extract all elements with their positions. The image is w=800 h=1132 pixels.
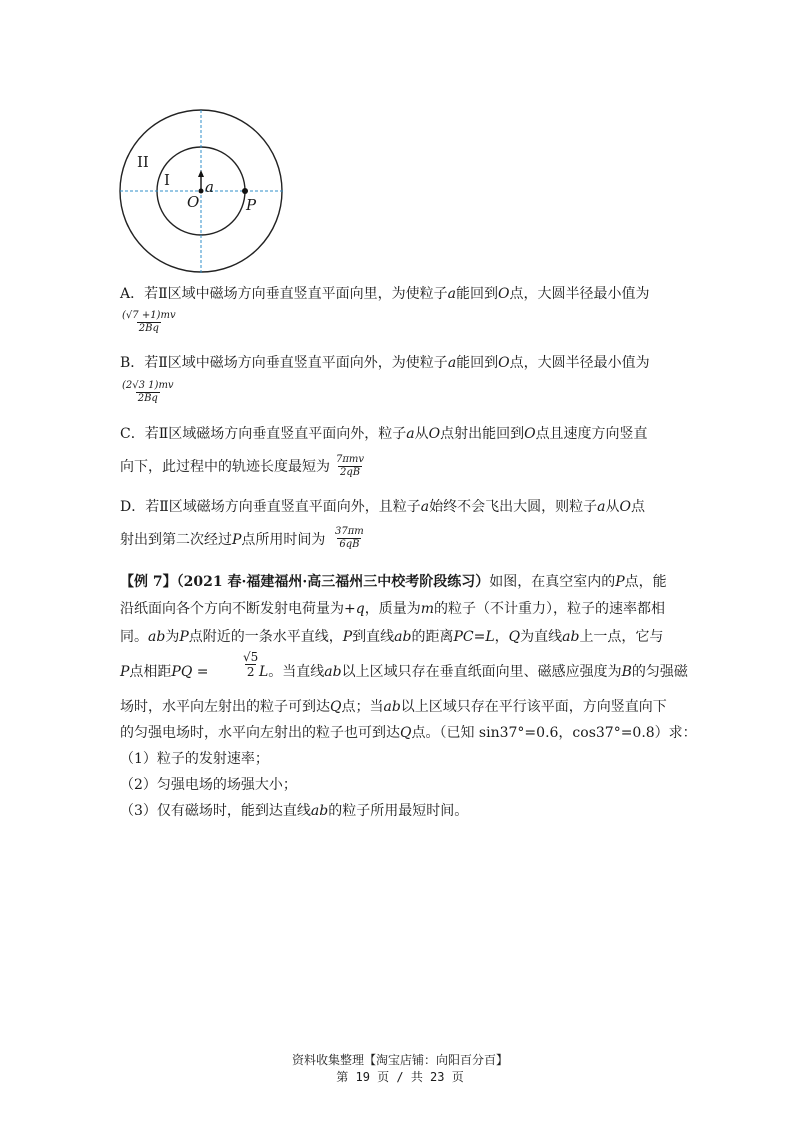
- option-a-text: A．若Ⅱ区域中磁场方向垂直竖直平面向里，为使粒子a能回到O点，大圆半径最小值为: [120, 286, 650, 302]
- option-d-fraction: $\frac{37\pi m}{6qB}$: [335, 526, 364, 550]
- example-line3: 同。ab为P点附近的一条水平直线，P到直线ab的距离PC=L，Q为直线ab上一点，它与: [120, 629, 664, 645]
- option-d-line2: 射出到第二次经过P点所用时间为: [120, 532, 326, 548]
- example-line5: 场时，水平向左射出的粒子可到达Q点；当ab以上区域只存在平行该平面，方向竖直向下: [120, 699, 667, 715]
- option-d-line1: D．若Ⅱ区域磁场方向垂直竖直平面向外，且粒子a始终不会飞出大圆，则粒子a从O点: [120, 499, 645, 515]
- option-c-fraction: 7πmv 2qB: [336, 454, 365, 478]
- example-pq-fraction: $\frac{√5}{2}$: [243, 650, 259, 679]
- region-i-label: I: [164, 171, 170, 189]
- example-line2: 沿纸面向各个方向不断发射电荷量为+q，质量为m的粒子（不计重力），粒子的速率都相: [120, 601, 665, 617]
- center-label: O: [187, 193, 200, 211]
- footer-source: 资料收集整理【淘宝店铺：向阳百分百】: [291, 1053, 508, 1067]
- footer-page-number: 第 19 页 / 共 23 页: [336, 1070, 464, 1084]
- option-b-fraction: $\frac{(2√3 1)mv}{2Bq}$: [122, 380, 174, 404]
- example-heading-line: 【例 7】（2021 春·福建福州·高三福州三中校考阶段练习）如图，在真空室内的P点，能: [120, 574, 667, 590]
- option-b-text: B．若Ⅱ区域中磁场方向垂直竖直平面向外，为使粒子a能回到O点，大圆半径最小值为: [120, 355, 650, 371]
- concentric-circles-diagram: [118, 108, 288, 278]
- option-c-line1: C．若Ⅱ区域磁场方向垂直竖直平面向外，粒子a从O点射出能回到O点且速度方向竖直: [120, 426, 648, 442]
- example-line6: 的匀强电场时，水平向左射出的粒子也可到达Q点。（已知 sin37°=0.6，cos37°=0.8）求：: [120, 725, 697, 741]
- example-line4-right: L。当直线ab以上区域只存在垂直纸面向里、磁感应强度为B的匀强磁: [259, 664, 688, 680]
- region-ii-label: II: [137, 153, 149, 171]
- example-question-2: （2）匀强电场的场强大小；: [120, 777, 297, 793]
- point-p-label: P: [246, 196, 257, 214]
- example-question-3: （3）仅有磁场时，能到达直线ab的粒子所用最短时间。: [120, 803, 469, 819]
- example-line4-left: P点相距PQ =: [120, 664, 209, 680]
- particle-label: a: [205, 178, 214, 196]
- example-question-1: （1）粒子的发射速率；: [120, 751, 269, 767]
- option-c-line2: 向下，此过程中的轨迹长度最短为: [120, 459, 330, 475]
- option-a-fraction: $\frac{(√7 +1)mv}{2Bq}$: [122, 310, 176, 334]
